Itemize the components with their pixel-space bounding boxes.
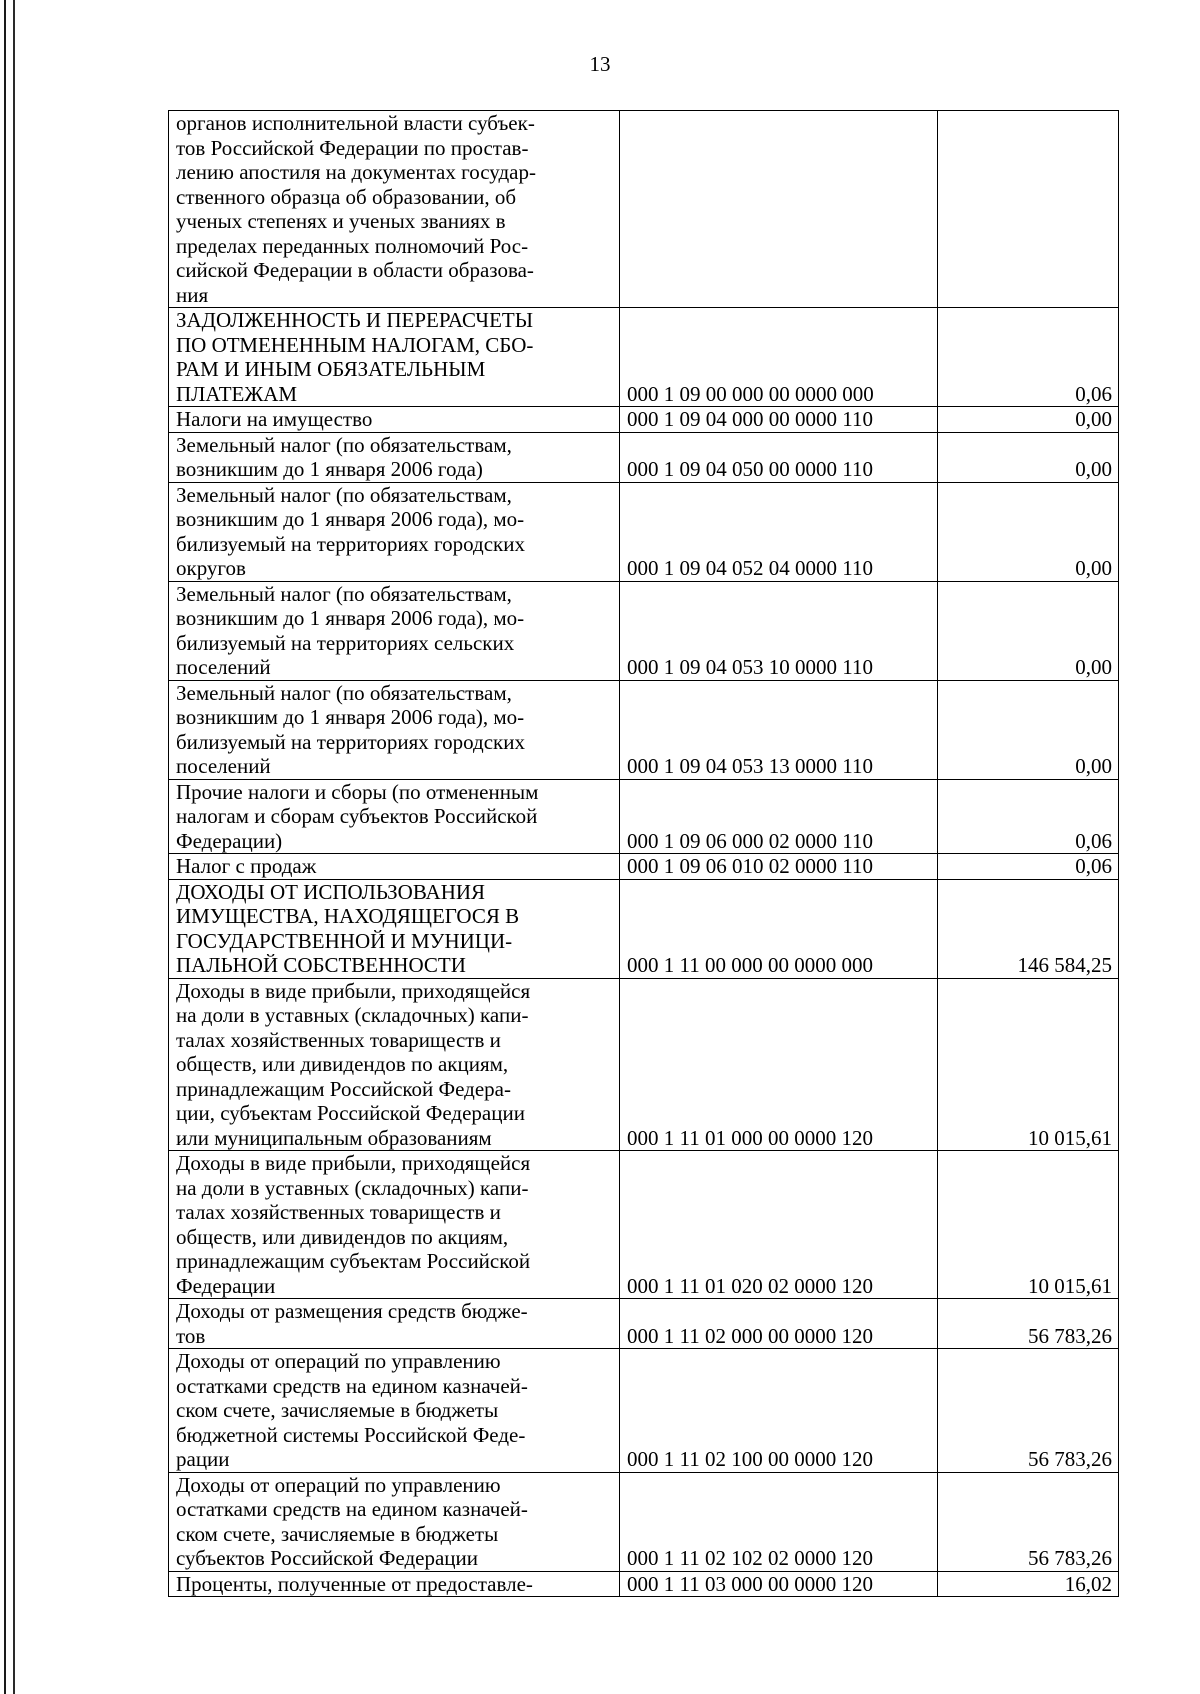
table-row (169, 308, 1119, 407)
budget-revenue-table (168, 110, 1119, 1597)
budget-classification-code-cell: 000 1 09 04 053 10 0000 110 (620, 581, 938, 680)
table-row (169, 779, 1119, 854)
budget-classification-code-cell: 000 1 09 00 000 00 0000 000 (620, 308, 938, 407)
budget-classification-code-cell: 000 1 11 01 000 00 0000 120 (620, 978, 938, 1151)
budget-classification-code-cell: 000 1 09 04 053 13 0000 110 (620, 680, 938, 779)
amount-cell: 10 015,61 (938, 978, 1119, 1151)
amount-cell: 0,00 (938, 482, 1119, 581)
budget-classification-code-cell: 000 1 11 02 100 00 0000 120 (620, 1349, 938, 1473)
table-row (169, 879, 1119, 978)
row-name-cell: органов исполнительной власти субъек- тов Российской Федерации по простав- лению апостиля на документах государ- ственного образца об образовании, об ученых степенях и ученых званиях в пределах переданных полномочий Рос- сийской Федерации в области образова- ния (169, 111, 620, 308)
amount-cell: 146 584,25 (938, 879, 1119, 978)
page-number: 13 (589, 52, 611, 76)
budget-classification-code-cell: 000 1 09 04 052 04 0000 110 (620, 482, 938, 581)
budget-classification-code-cell: 000 1 11 03 000 00 0000 120 (620, 1571, 938, 1597)
table-row (169, 978, 1119, 1151)
row-name-cell: Налог с продаж (169, 854, 620, 880)
budget-classification-code-cell: 000 1 11 00 000 00 0000 000 (620, 879, 938, 978)
budget-classification-code-cell: 000 1 09 06 010 02 0000 110 (620, 854, 938, 880)
amount-cell: 0,00 (938, 432, 1119, 482)
row-name-cell: ДОХОДЫ ОТ ИСПОЛЬЗОВАНИЯ ИМУЩЕСТВА, НАХОДЯЩЕГОСЯ В ГОСУДАРСТВЕННОЙ И МУНИЦИ- ПАЛЬНОЙ СОБСТВЕННОСТИ (169, 879, 620, 978)
table-row (169, 581, 1119, 680)
amount-cell: 0,06 (938, 308, 1119, 407)
row-name-cell: ЗАДОЛЖЕННОСТЬ И ПЕРЕРАСЧЕТЫ ПО ОТМЕНЕННЫМ НАЛОГАМ, СБО- РАМ И ИНЫМ ОБЯЗАТЕЛЬНЫМ ПЛАТЕЖАМ (169, 308, 620, 407)
budget-classification-code-cell: 000 1 11 01 020 02 0000 120 (620, 1151, 938, 1299)
table-row (169, 680, 1119, 779)
table-row (169, 854, 1119, 880)
table-row (169, 1299, 1119, 1349)
table-row (169, 1571, 1119, 1597)
amount-cell: 0,06 (938, 854, 1119, 880)
table-row (169, 111, 1119, 308)
row-name-cell: Налоги на имущество (169, 407, 620, 433)
amount-cell: 10 015,61 (938, 1151, 1119, 1299)
budget-classification-code-cell (620, 111, 938, 308)
row-name-cell: Доходы от операций по управлению остатками средств на едином казначей- ском счете, зачисляемые в бюджеты субъектов Российской Федерации (169, 1472, 620, 1571)
budget-classification-code-cell: 000 1 11 02 000 00 0000 120 (620, 1299, 938, 1349)
row-name-cell: Прочие налоги и сборы (по отмененным налогам и сборам субъектов Российской Федерации) (169, 779, 620, 854)
amount-cell: 56 783,26 (938, 1349, 1119, 1473)
scan-left-edge-line-inner (13, 0, 15, 1694)
table-row (169, 1349, 1119, 1473)
amount-cell (938, 111, 1119, 308)
table-row (169, 407, 1119, 433)
row-name-cell: Доходы в виде прибыли, приходящейся на доли в уставных (складочных) капи- талах хозяйственных товариществ и обществ, или дивидендов по акциям, принадлежащим субъектам Российской Федерации (169, 1151, 620, 1299)
budget-table-body (169, 111, 1119, 1597)
table-row (169, 482, 1119, 581)
table-row (169, 1151, 1119, 1299)
amount-cell: 56 783,26 (938, 1472, 1119, 1571)
amount-cell: 56 783,26 (938, 1299, 1119, 1349)
amount-cell: 0,00 (938, 581, 1119, 680)
row-name-cell: Доходы в виде прибыли, приходящейся на доли в уставных (складочных) капи- талах хозяйственных товариществ и обществ, или дивидендов по акциям, принадлежащим Российской Федера- ции, субъектам Российской Федерации или муниципальным образованиям (169, 978, 620, 1151)
amount-cell: 0,00 (938, 680, 1119, 779)
row-name-cell: Доходы от операций по управлению остатками средств на едином казначей- ском счете, зачисляемые в бюджеты бюджетной системы Российской Феде- рации (169, 1349, 620, 1473)
budget-classification-code-cell: 000 1 11 02 102 02 0000 120 (620, 1472, 938, 1571)
amount-cell: 16,02 (938, 1571, 1119, 1597)
budget-classification-code-cell: 000 1 09 06 000 02 0000 110 (620, 779, 938, 854)
row-name-cell: Земельный налог (по обязательствам, возникшим до 1 января 2006 года), мо- билизуемый на территориях городских поселений (169, 680, 620, 779)
scan-left-edge-line (4, 0, 6, 1694)
budget-classification-code-cell: 000 1 09 04 050 00 0000 110 (620, 432, 938, 482)
row-name-cell: Проценты, полученные от предоставле- (169, 1571, 620, 1597)
amount-cell: 0,06 (938, 779, 1119, 854)
amount-cell: 0,00 (938, 407, 1119, 433)
budget-classification-code-cell: 000 1 09 04 000 00 0000 110 (620, 407, 938, 433)
row-name-cell: Земельный налог (по обязательствам, возникшим до 1 января 2006 года) (169, 432, 620, 482)
row-name-cell: Земельный налог (по обязательствам, возникшим до 1 января 2006 года), мо- билизуемый на территориях городских округов (169, 482, 620, 581)
row-name-cell: Земельный налог (по обязательствам, возникшим до 1 января 2006 года), мо- билизуемый на территориях сельских поселений (169, 581, 620, 680)
row-name-cell: Доходы от размещения средств бюдже- тов (169, 1299, 620, 1349)
table-row (169, 1472, 1119, 1571)
table-row (169, 432, 1119, 482)
